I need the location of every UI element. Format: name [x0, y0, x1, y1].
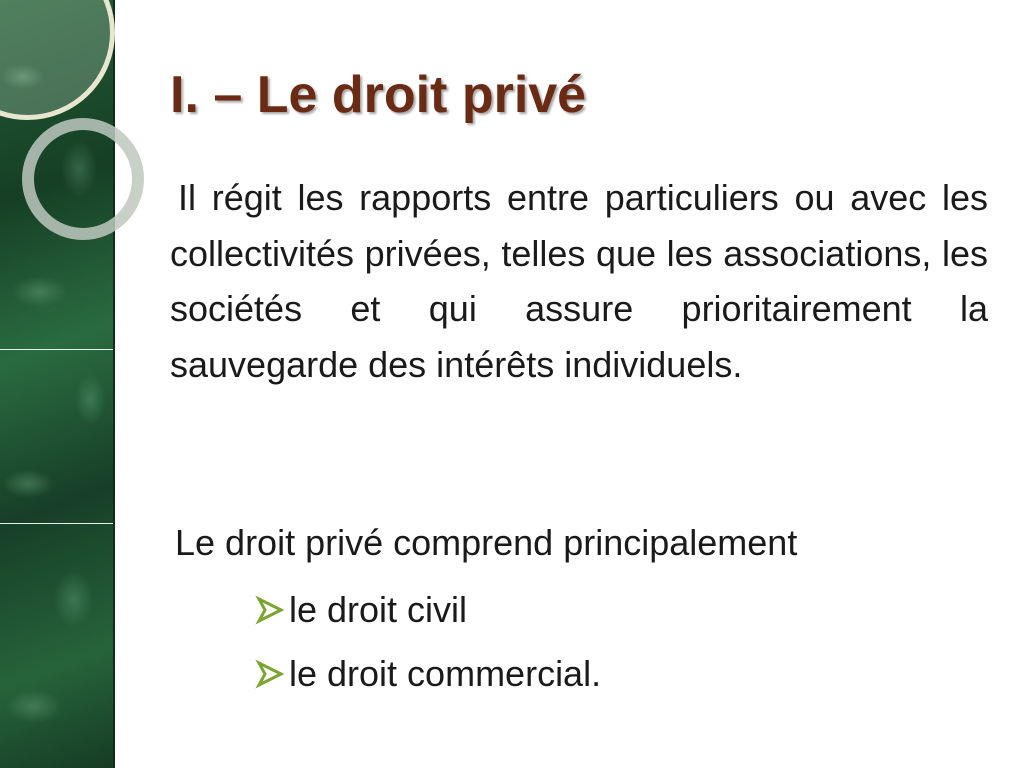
strip-divider — [0, 349, 113, 350]
list-intro: Le droit privé comprend principalement — [175, 522, 798, 563]
list-item — [255, 578, 601, 642]
slide-title: I. – Le droit privé — [170, 66, 587, 124]
list-item-text: le droit commercial. — [289, 653, 602, 694]
arrow-bullet-icon — [255, 659, 285, 689]
bullet-list — [255, 578, 601, 706]
arrow-bullet-icon — [255, 595, 285, 625]
list-item-text: le droit civil — [289, 589, 468, 630]
list-item — [255, 642, 601, 706]
body-paragraph: Il régit les rapports entre particuliers ou avec les collectivités privées, telles que les associations, les sociétés et qui assure prioritairement la sauvegarde des intérêts individuels. — [170, 177, 988, 385]
strip-divider — [0, 523, 113, 524]
decorative-circle-small — [22, 118, 144, 240]
